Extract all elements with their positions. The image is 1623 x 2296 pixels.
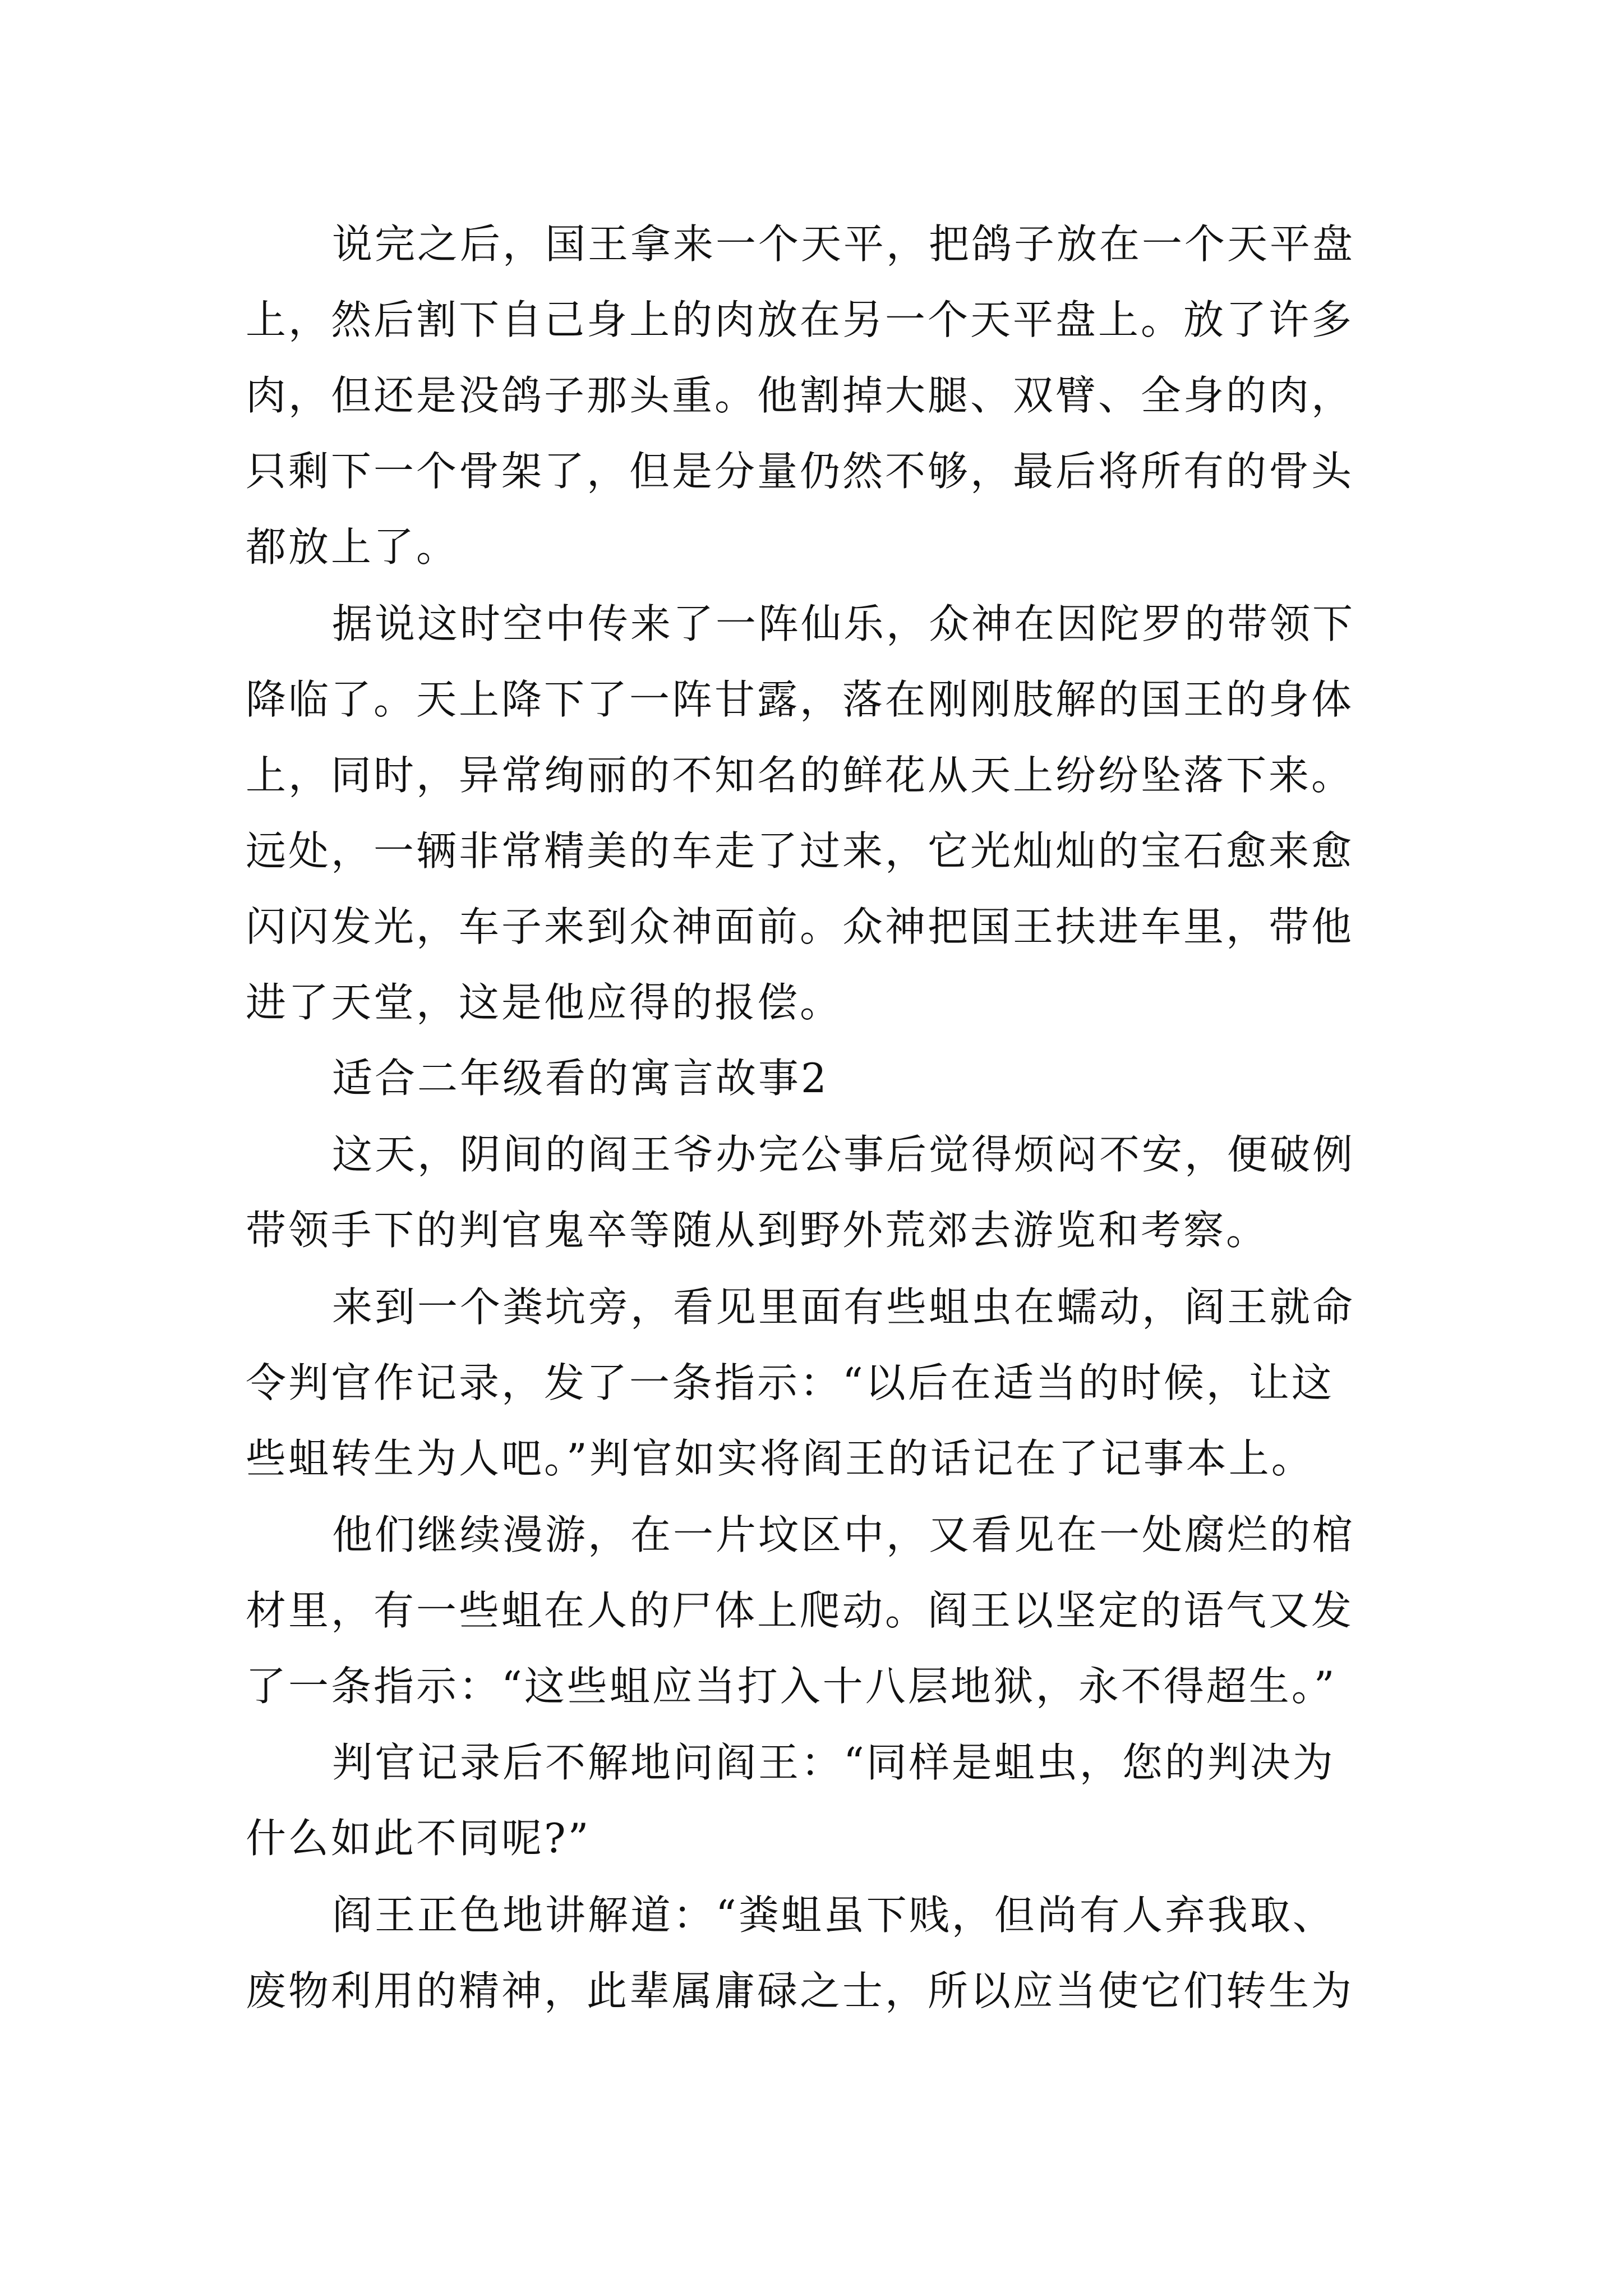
paragraph-line: 带领手下的判官鬼卒等随从到野外荒郊去游览和考察。 [246, 1207, 1269, 1254]
paragraph-line: 肉，但还是没鸽子那头重。他割掉大腿、双臂、全身的肉， [246, 372, 1354, 419]
paragraph-line: 废物利用的精神，此辈属庸碌之士，所以应当使它们转生为 [246, 1967, 1354, 2014]
paragraph-line: 降临了。天上降下了一阵甘露，落在刚刚肢解的国王的身体 [246, 676, 1354, 723]
paragraph-line: 来到一个粪坑旁，看见里面有些蛆虫在蠕动，阎王就命 [332, 1283, 1355, 1331]
paragraph-line: 些蛆转生为人吧。”判官如实将阎王的话记在了记事本上。 [246, 1435, 1314, 1482]
paragraph-line: 阎王正色地讲解道：“粪蛆虽下贱，但尚有人弃我取、 [332, 1892, 1335, 1939]
paragraph-line: 闪闪发光，车子来到众神面前。众神把国王扶进车里，带他 [246, 903, 1354, 950]
paragraph-line: 都放上了。 [246, 523, 459, 570]
paragraph-line: 上，然后割下自己身上的肉放在另一个天平盘上。放了许多 [246, 296, 1354, 343]
paragraph-line: 远处，一辆非常精美的车走了过来，它光灿灿的宝石愈来愈 [246, 827, 1354, 875]
paragraph-line: 什么如此不同呢?” [246, 1815, 591, 1862]
paragraph-line: 进了天堂，这是他应得的报偿。 [246, 979, 843, 1026]
paragraph-line: 了一条指示：“这些蛆应当打入十八层地狱，永不得超生。” [246, 1663, 1337, 1710]
paragraph-line: 上，同时，异常绚丽的不知名的鲜花从天上纷纷坠落下来。 [246, 752, 1354, 799]
paragraph-line: 说完之后，国王拿来一个天平，把鸽子放在一个天平盘 [332, 220, 1355, 268]
paragraph-line: 材里，有一些蛆在人的尸体上爬动。阎王以坚定的语气又发 [246, 1587, 1354, 1634]
section-heading: 适合二年级看的寓言故事2 [332, 1055, 829, 1102]
paragraph-line: 判官记录后不解地问阎王：“同样是蛆虫，您的判决为 [332, 1739, 1335, 1786]
paragraph-line: 据说这时空中传来了一阵仙乐，众神在因陀罗的带领下 [332, 600, 1355, 647]
paragraph-line: 这天，阴间的阎王爷办完公事后觉得烦闷不安，便破例 [332, 1131, 1355, 1178]
paragraph-line: 他们继续漫游，在一片坟区中，又看见在一处腐烂的棺 [332, 1511, 1355, 1558]
paragraph-line: 只剩下一个骨架了，但是分量仍然不够，最后将所有的骨头 [246, 448, 1354, 495]
paragraph-line: 令判官作记录，发了一条指示：“以后在适当的时候，让这 [246, 1359, 1334, 1406]
